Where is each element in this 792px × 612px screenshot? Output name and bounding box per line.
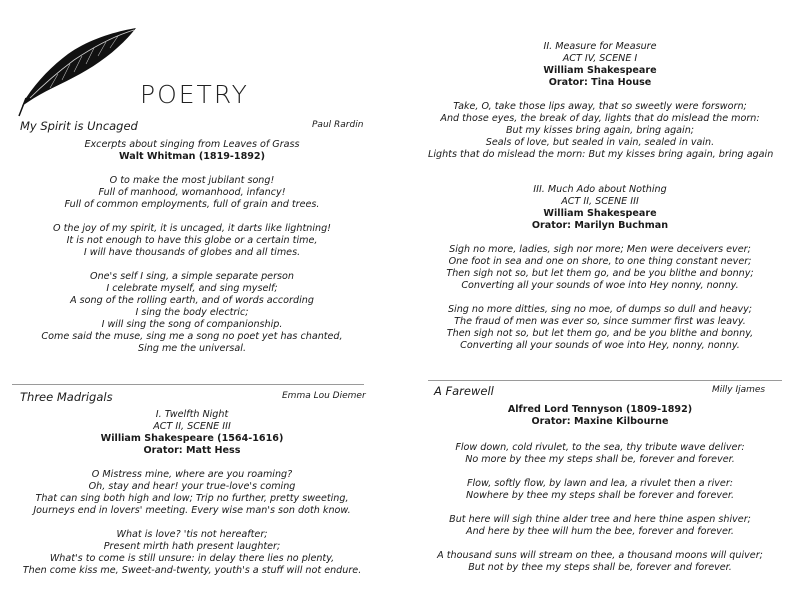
poem-line: Journeys end in lovers' meeting. Every wise man's son doth know. xyxy=(33,505,351,516)
poem-line: Sing me the universal. xyxy=(137,343,246,354)
poem-block xyxy=(20,139,364,355)
author: William Shakespeare xyxy=(543,65,657,76)
part-title: III. Much Ado about Nothing xyxy=(533,184,667,195)
poem-line: I will have thousands of globes and all times. xyxy=(83,247,301,258)
poem-line: Take, O, take those lips away, that so sweetly were forsworn; xyxy=(453,101,747,112)
poem-line: No more by thee my steps shall be, forever and forever. xyxy=(465,454,735,465)
stanza xyxy=(20,271,364,355)
stanza xyxy=(20,175,364,211)
subtitle: Excerpts about singing from Leaves of Grass xyxy=(84,139,300,150)
poem-line: Then come kiss me, Sweet-and-twenty, youth's a stuff will not endure. xyxy=(22,565,362,576)
stanza xyxy=(428,244,772,292)
composer-name: Paul Rardin xyxy=(312,120,364,130)
poem-line: But my kisses bring again, bring again; xyxy=(505,125,695,136)
stanza xyxy=(20,223,364,259)
poem-line: What is love? 'tis not hereafter; xyxy=(116,529,268,540)
poem-line: O Mistress mine, where are you roaming? xyxy=(91,469,293,480)
orator: Orator: Matt Hess xyxy=(143,445,241,456)
part-title: I. Twelfth Night xyxy=(155,409,229,420)
poem-line: O the joy of my spirit, it is uncaged, it darts like lightning! xyxy=(53,223,331,234)
stanza xyxy=(428,550,772,574)
orator: Orator: Maxine Kilbourne xyxy=(531,416,669,427)
poem-line: Present mirth hath present laughter; xyxy=(103,541,281,552)
poem-line: Full of common employments, full of grain and trees. xyxy=(64,199,320,210)
section-heading: A Farewell xyxy=(434,384,494,398)
poem-block xyxy=(428,41,772,161)
part-title: II. Measure for Measure xyxy=(543,41,657,52)
poem-line: Lights that do mislead the morn: But my kisses bring again, bring again xyxy=(428,149,774,160)
poem-line: I will sing the song of companionship. xyxy=(101,319,283,330)
poem-line: One foot in sea and one on shore, to one thing constant never; xyxy=(448,256,752,267)
poem-line: Converting all your sounds of woe into Hey nonny, nonny. xyxy=(461,280,739,291)
poem-line: Flow down, cold rivulet, to the sea, thy tribute wave deliver: xyxy=(455,442,745,453)
author: William Shakespeare (1564-1616) xyxy=(100,433,284,444)
act-scene: ACT II, SCENE III xyxy=(153,421,231,432)
poem-line: Come said the muse, sing me a song no poet yet has chanted, xyxy=(41,331,343,342)
stanza xyxy=(428,304,772,352)
poem-line: Seals of love, but sealed in vain, sealed in vain. xyxy=(485,137,715,148)
act-scene: ACT II, SCENE III xyxy=(561,196,639,207)
poem-line: Oh, stay and hear! your true-love's coming xyxy=(88,481,296,492)
author: Walt Whitman (1819-1892) xyxy=(118,151,265,162)
poem-line: A thousand suns will stream on thee, a thousand moons will quiver; xyxy=(437,550,763,561)
poem-line: Sigh no more, ladies, sigh nor more; Men were deceivers ever; xyxy=(449,244,751,255)
section-divider xyxy=(428,380,782,381)
section-heading: My Spirit is Uncaged xyxy=(20,119,138,133)
poem-line: Then sigh not so, but let them go, and be you blithe and bonny; xyxy=(446,268,754,279)
poem-line: Converting all your sounds of woe into Hey, nonny, nonny. xyxy=(460,340,740,351)
poem-line: But here will sigh thine alder tree and here thine aspen shiver; xyxy=(449,514,751,525)
poem-line: Full of manhood, womanhood, infancy! xyxy=(98,187,286,198)
orator: Orator: Tina House xyxy=(548,77,652,88)
poem-line: And here by thee will hum the bee, forever and forever. xyxy=(466,526,734,537)
poem-line: Sing no more ditties, sing no moe, of dumps so dull and heavy; xyxy=(447,304,753,315)
poem-line: Flow, softly flow, by lawn and lea, a rivulet then a river: xyxy=(466,478,733,489)
stanza xyxy=(20,469,364,517)
poem-line: O to make the most jubilant song! xyxy=(109,175,275,186)
poem-line: But not by thee my steps shall be, forever and forever. xyxy=(468,562,732,573)
stanza xyxy=(428,514,772,538)
poem-line: What's to come is still unsure: in delay there lies no plenty, xyxy=(49,553,335,564)
poem-block xyxy=(20,409,364,577)
poem-line: And those eyes, the break of day, lights that do mislead the morn: xyxy=(440,113,760,124)
poem-block xyxy=(428,404,772,574)
page-title: POETRY xyxy=(140,80,249,109)
poem-line: One's self I sing, a simple separate person xyxy=(90,271,294,282)
section-heading: Three Madrigals xyxy=(20,390,113,404)
composer-name: Milly Ijames xyxy=(712,385,766,395)
stanza xyxy=(428,101,772,161)
feather-quill-icon xyxy=(18,26,140,118)
author: William Shakespeare xyxy=(543,208,657,219)
composer-name: Emma Lou Diemer xyxy=(282,391,366,401)
act-scene: ACT IV, SCENE I xyxy=(562,53,638,64)
poem-line: Nowhere by thee my steps shall be forever and forever. xyxy=(465,490,735,501)
section-divider xyxy=(12,384,364,385)
stanza xyxy=(20,529,364,577)
stanza xyxy=(428,478,772,502)
poem-line: I sing the body electric; xyxy=(135,307,249,318)
poem-block xyxy=(428,184,772,352)
poem-line: It is not enough to have this globe or a certain time, xyxy=(66,235,318,246)
author: Alfred Lord Tennyson (1809-1892) xyxy=(507,404,693,415)
stanza xyxy=(428,442,772,466)
orator: Orator: Marilyn Buchman xyxy=(531,220,669,231)
poem-line: Then sigh not so, but let them go, and be you blithe and bonny, xyxy=(446,328,754,339)
poem-line: That can sing both high and low; Trip no further, pretty sweeting, xyxy=(35,493,349,504)
poem-line: The fraud of men was ever so, since summer first was leavy. xyxy=(454,316,746,327)
poem-line: A song of the rolling earth, and of words according xyxy=(70,295,314,306)
poem-line: I celebrate myself, and sing myself; xyxy=(106,283,278,294)
